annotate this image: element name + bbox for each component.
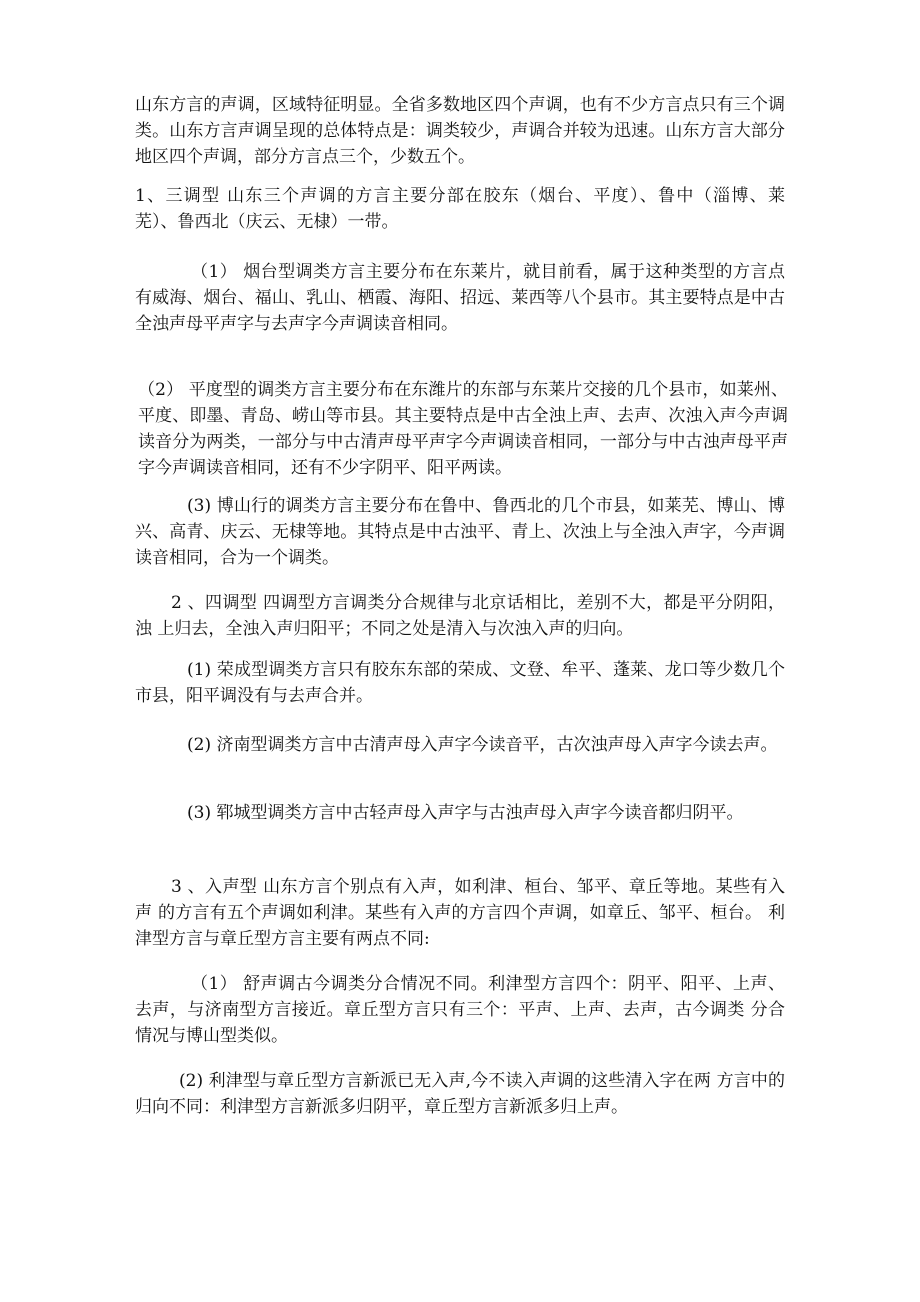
paragraph-pingdu-type: （2） 平度型的调类方言主要分布在东潍片的东部与东莱片交接的几个县市，如莱州、平度、即墨、青岛、崂山等市县。其主要特点是中古全浊上声、去声、次浊入声今声调读音分为两类，一部分与中古清声母平声字今声调读音相同，一部分与中古浊声母平声字今声调读音相同，还有不少字阴平、阳平两读。 [138,380,788,478]
paragraph-rongcheng-type: (1) 荣成型调类方言只有胶东东部的荣成、文登、牟平、蓬莱、龙口等少数几个市县，阳平调没有与去声合并。 [135,660,785,706]
paragraph-four-tone-type: 2 、四调型 四调型方言调类分合规律与北京话相比，差别不大，都是平分阴阳，浊 上归去，全浊入声归阳平；不同之处是清入与次浊入声的归向。 [135,593,785,639]
paragraph-entering-tone-type: 3 、入声型 山东方言个别点有入声，如利津、桓台、邹平、章丘等地。某些有入声 的方言有五个声调如利津。某些有入声的方言四个声调，如章丘、邹平、桓台。 利津型方言与章丘型方言主要有两点不同: [135,877,785,949]
paragraph-three-tone-type: 1、三调型 山东三个声调的方言主要分部在胶东（烟台、平度）、鲁中（淄博、莱 芜）、鲁西北（庆云、无棣）一带。 [135,186,785,232]
paragraph-intro: 山东方言的声调，区域特征明显。全省多数地区四个声调，也有不少方言点只有三个调类。山东方言声调呈现的总体特点是：调类较少，声调合并较为迅速。山东方言大部分地区四个声调，部分方言点三个，少数五个。 [135,95,785,167]
paragraph-yantai-type: （1） 烟台型调类方言主要分布在东莱片，就目前看，属于这种类型的方言点有威海、烟台、福山、乳山、栖霞、海阳、招远、莱西等八个县市。其主要特点是中古全浊声母平声字与去声字今声调读音相同。 [135,262,785,334]
paragraph-new-style-difference: (2) 利津型与章丘型方言新派已无入声,今不读入声调的这些清入字在两 方言中的归向不同：利津型方言新派多归阴平，章丘型方言新派多归上声。 [135,1071,785,1117]
paragraph-yuncheng-type: (3) 郓城型调类方言中古轻声母入声字与古浊声母入声字今读音都归阴平。 [187,803,744,823]
paragraph-jinan-type: (2) 济南型调类方言中古清声母入声字今读音平，古次浊声母入声字今读去声。 [187,735,778,755]
paragraph-boshan-type: (3) 博山行的调类方言主要分布在鲁中、鲁西北的几个市县，如莱芜、博山、博兴、高青、庆云、无棣等地。其特点是中古浊平、青上、次浊上与全浊入声字，今声调读音相同，合为一个调类。 [135,496,785,568]
paragraph-shu-tone-difference: （1） 舒声调古今调类分合情况不同。利津型方言四个：阴平、阳平、上声、 去声，与济南型方言接近。章丘型方言只有三个：平声、上声、去声，古今调类 分合情况与博山型类似。 [135,974,785,1046]
